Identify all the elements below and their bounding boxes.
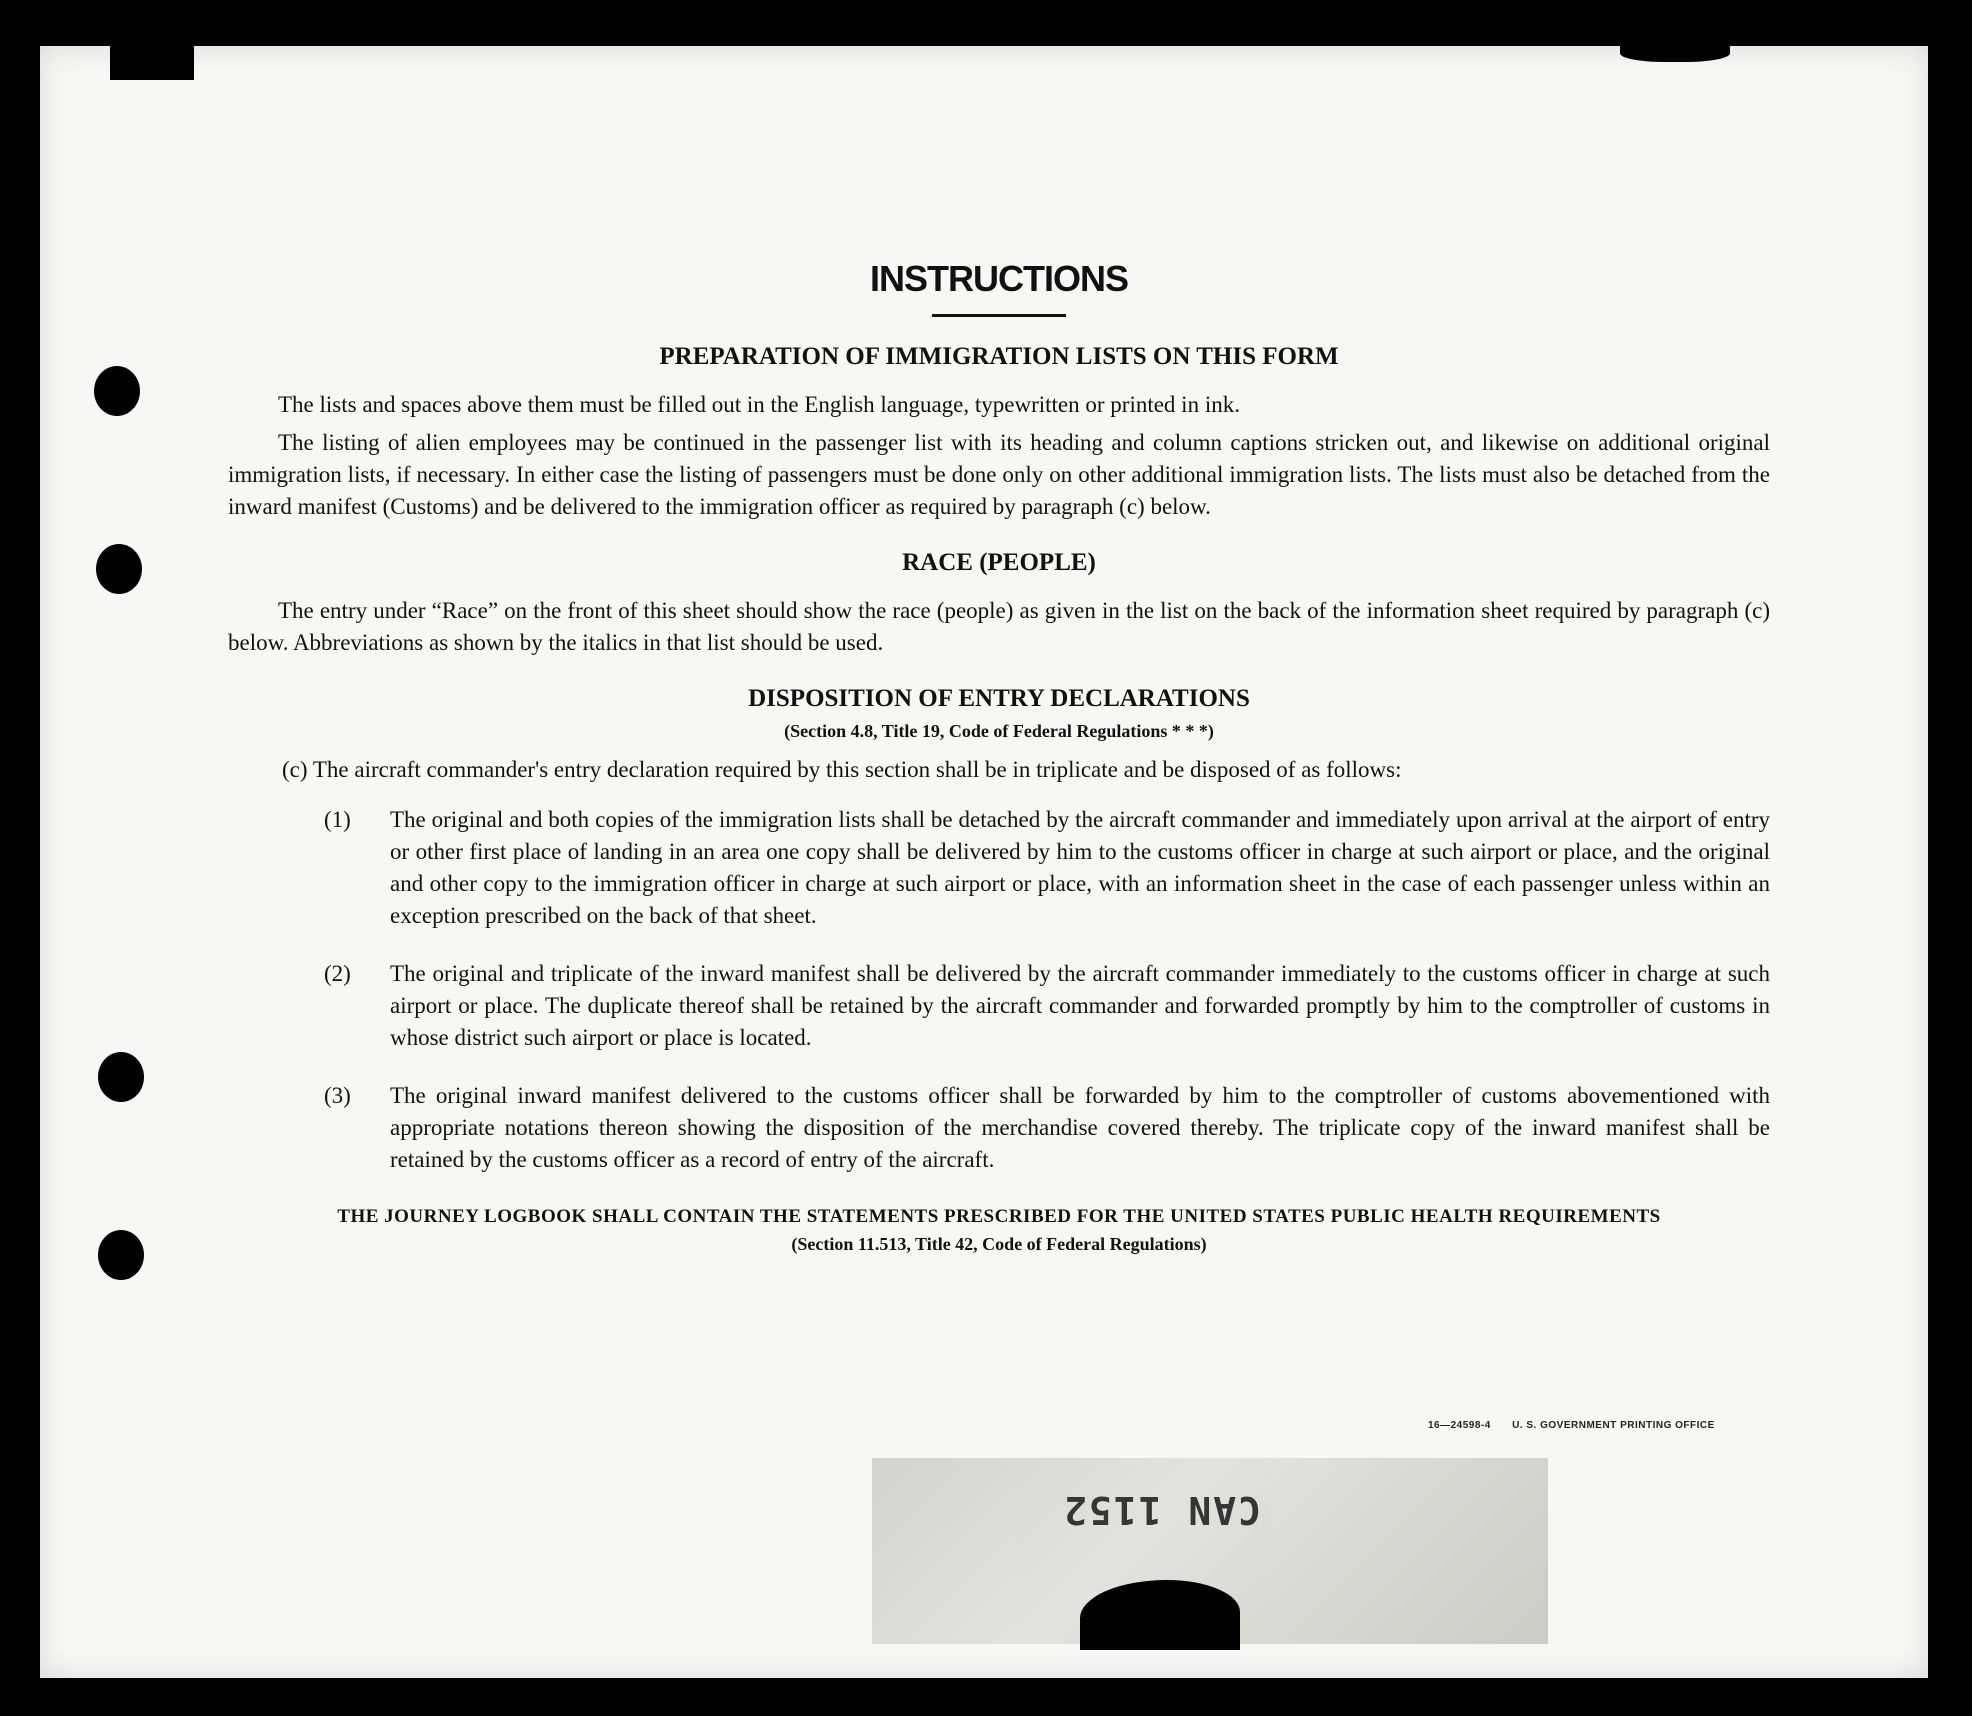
paper-tear bbox=[1080, 1580, 1240, 1650]
section-heading-disposition: DISPOSITION OF ENTRY DECLARATIONS bbox=[748, 685, 1250, 712]
printer-name: U. S. GOVERNMENT PRINTING OFFICE bbox=[1512, 1420, 1715, 1431]
binder-hole bbox=[94, 366, 140, 416]
binder-hole bbox=[98, 1052, 144, 1102]
top-right-notch bbox=[1620, 40, 1730, 62]
top-left-notch bbox=[110, 40, 194, 80]
section-heading-prep: PREPARATION OF IMMIGRATION LISTS ON THIS FORM bbox=[659, 343, 1339, 370]
page-title: INSTRUCTIONS bbox=[870, 258, 1128, 299]
bleed-through-line bbox=[600, 126, 1300, 127]
item-number: (3) bbox=[324, 1083, 351, 1108]
race-paragraph: The entry under “Race” on the front of this sheet should show the race (people) as given in the list on the back of the information sheet required by paragraph (c) below. Abbreviations as shown by the italics in that list should be used. bbox=[228, 598, 1770, 655]
prep-paragraph-1: The lists and spaces above them must be filled out in the English language, typewritten or printed in ink. bbox=[278, 392, 1240, 417]
item-text: The original and both copies of the immigration lists shall be detached by the aircraft commander and immediately upon arrival at the airport of entry or other first place of landing in an area one copy shall be delivered by him to the customs officer in charge at such airport or place, and the original and other copy to the immigration officer in charge at such airport or place, with an information sheet in the case of each passenger unless within an exception prescribed on the back of that sheet. bbox=[390, 807, 1770, 928]
section-heading-race: RACE (PEOPLE) bbox=[902, 549, 1096, 576]
binder-hole bbox=[96, 544, 142, 594]
form-number: 16—24598-4 bbox=[1428, 1420, 1491, 1431]
disposition-item bbox=[228, 1080, 1770, 1176]
disposition-item bbox=[228, 804, 1770, 932]
prep-paragraph-2: The listing of alien employees may be continued in the passenger list with its heading and column captions stricken out, and likewise on additional original immigration lists, if necessary. In either case the listing of passengers must be done only on other additional immigration lists. The lists must also be detached from the inward manifest (Customs) and be delivered to the immigration officer as required by paragraph (c) below. bbox=[228, 430, 1770, 519]
item-number: (1) bbox=[324, 807, 351, 832]
stamp-text: CAN 1152 bbox=[1062, 1488, 1262, 1532]
disposition-intro: (c) The aircraft commander's entry declaration required by this section shall be in triplicate and be disposed of as follows: bbox=[282, 757, 1402, 782]
item-text: The original and triplicate of the inward manifest shall be delivered by the aircraft commander immediately to the customs officer in charge at such airport or place. The duplicate thereof shall be retained by the aircraft commander and forwarded promptly by him to the comptroller of customs in whose district such airport or place is located. bbox=[390, 961, 1770, 1050]
title-underline bbox=[932, 314, 1066, 317]
instructions-body bbox=[228, 258, 1770, 1256]
health-requirement-notice: THE JOURNEY LOGBOOK SHALL CONTAIN THE STATEMENTS PRESCRIBED FOR THE UNITED STATES PUBLIC HEALTH REQUIREMENTS bbox=[337, 1206, 1661, 1227]
disposition-item bbox=[228, 958, 1770, 1054]
item-text: The original inward manifest delivered to the customs officer shall be forwarded by him to the comptroller of customs abovementioned with appropriate notations thereon showing the disposition of the merchandise covered thereby. The triplicate copy of the inward manifest shall be retained by the customs officer as a record of entry of the aircraft. bbox=[390, 1083, 1770, 1172]
item-number: (2) bbox=[324, 961, 351, 986]
binder-hole bbox=[98, 1230, 144, 1280]
health-requirement-citation: (Section 11.513, Title 42, Code of Federal Regulations) bbox=[791, 1234, 1207, 1254]
printer-imprint bbox=[1428, 1420, 1715, 1431]
disposition-citation: (Section 4.8, Title 19, Code of Federal Regulations * * *) bbox=[784, 721, 1214, 741]
